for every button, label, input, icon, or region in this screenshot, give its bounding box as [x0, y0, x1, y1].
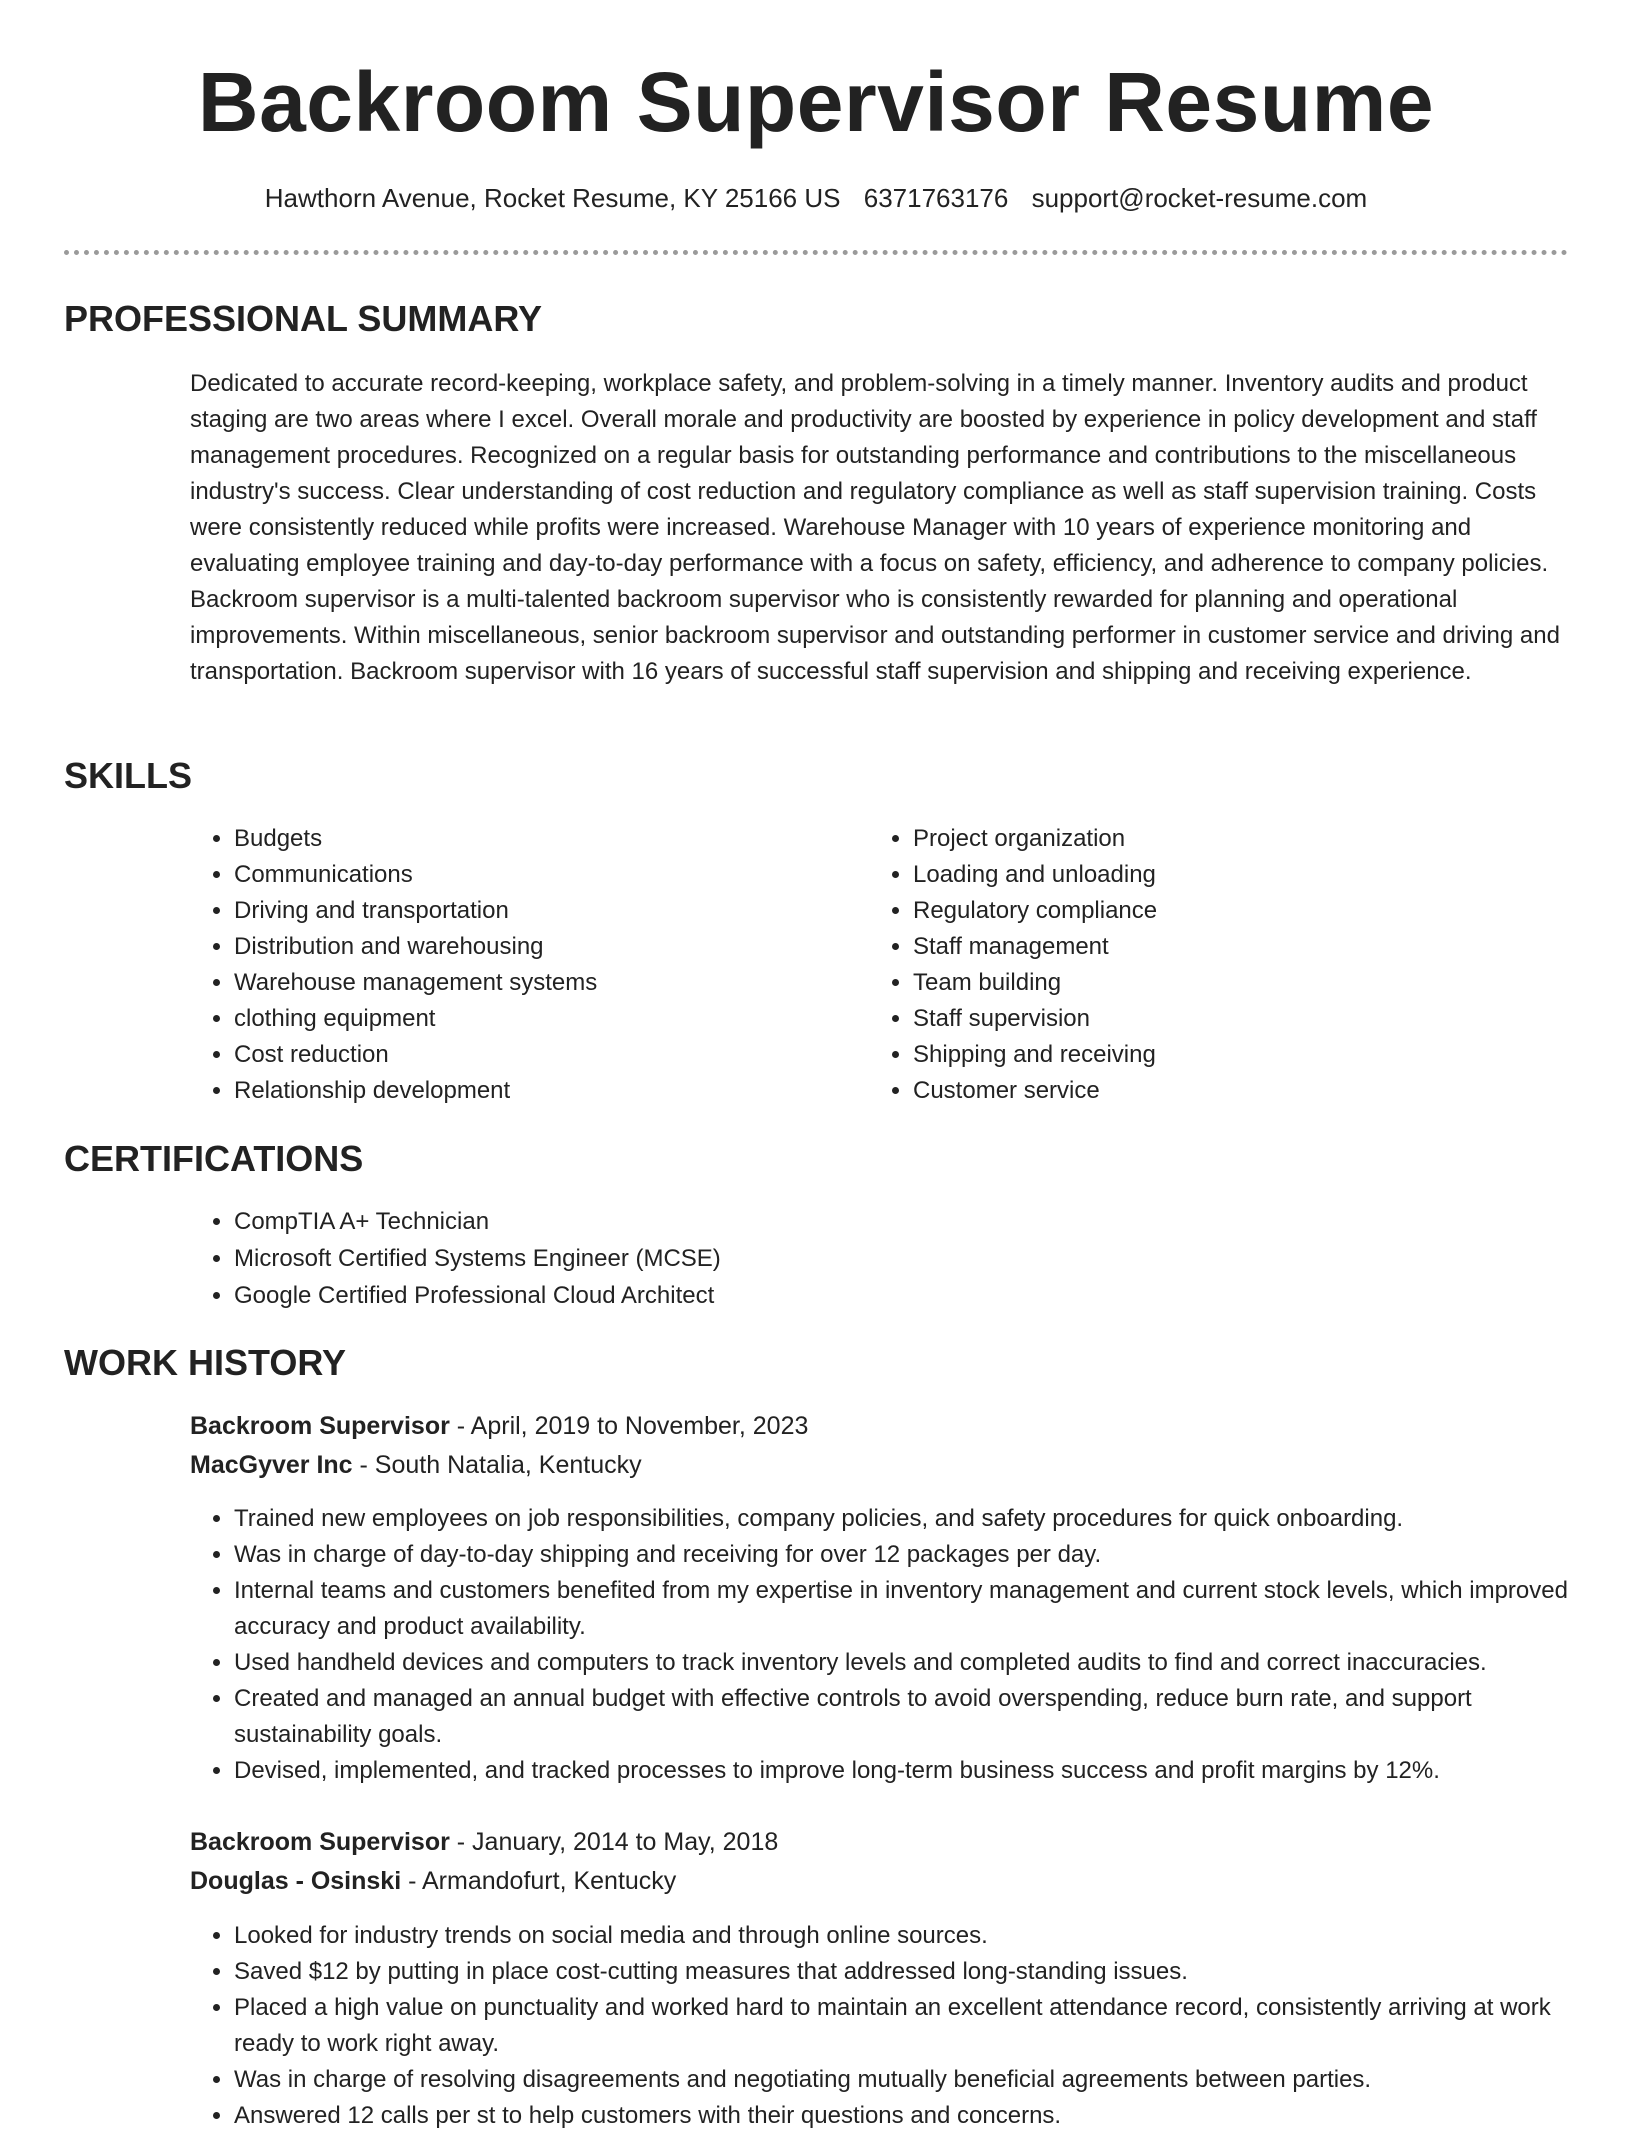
job-company: Douglas - Osinski: [190, 1867, 402, 1895]
skills-list-right: [869, 821, 1533, 1109]
skill-item: • Warehouse management systems: [234, 965, 854, 1001]
skill-item: • Loading and unloading: [913, 857, 1533, 893]
resume-title: Backroom Supervisor Resume: [197, 55, 1435, 149]
job-title: Backroom Supervisor: [190, 1412, 450, 1440]
contact-line: [0, 180, 1632, 216]
job-company-line: [190, 1446, 642, 1484]
certification-item: • CompTIA A+ Technician: [234, 1203, 1534, 1240]
job-location: - Armandofurt, Kentucky: [401, 1867, 677, 1895]
skill-item: • Distribution and warehousing: [234, 929, 854, 965]
job-bullets: [190, 1501, 1570, 1789]
skill-item: • Communications: [234, 857, 854, 893]
job-dates: - April, 2019 to November, 2023: [449, 1412, 809, 1440]
job-company-line: [190, 1862, 676, 1900]
job-bullet: • Was in charge of resolving disagreements and negotiating mutually beneficial agreements between parties.: [234, 2062, 1594, 2098]
job-bullet: • Trained new employees on job responsibilities, company policies, and safety procedures for quick onboarding.: [234, 1501, 1570, 1537]
skill-item: • Relationship development: [234, 1073, 854, 1109]
header-divider: [64, 250, 1568, 255]
job-bullet: • Used handheld devices and computers to track inventory levels and completed audits to find and correct inaccuracies.: [234, 1645, 1570, 1681]
section-heading-certifications: CERTIFICATIONS: [64, 1138, 364, 1179]
summary-text: Dedicated to accurate record-keeping, workplace safety, and problem-solving in a timely manner. Inventory audits and product staging are two areas where I excel. Overall morale and productivity are boosted by experience in policy development and staff management procedures. Recognized on a regular basis for outstanding performance and contributions to the miscellaneous industry's success. Clear understanding of cost reduction and regulatory compliance as well as staff supervision training. Costs were consistently reduced while profits were increased. Warehouse Manager with 10 years of experience monitoring and evaluating employee training and day-to-day performance with a focus on safety, efficiency, and adherence to company policies. Backroom supervisor is a multi-talented backroom supervisor who is consistently rewarded for planning and operational improvements. Within miscellaneous, senior backroom supervisor and outstanding performer in customer service and driving and transportation. Backroom supervisor with 16 years of successful staff supervision and shipping and receiving experience.: [190, 370, 1560, 685]
job-bullet: • Devised, implemented, and tracked processes to improve long-term business success and profit margins by 12%.: [234, 1753, 1570, 1789]
skills-list-left: [190, 821, 854, 1109]
section-heading-skills: SKILLS: [64, 755, 193, 796]
skill-item: • Budgets: [234, 821, 854, 857]
job-bullet: • Looked for industry trends on social media and through online sources.: [234, 1918, 1594, 1954]
skill-item: • Staff management: [913, 929, 1533, 965]
contact-address: Hawthorn Avenue, Rocket Resume, KY 25166 US: [264, 183, 841, 213]
skill-item: • Cost reduction: [234, 1037, 854, 1073]
job-title-line: [190, 1407, 808, 1445]
skill-item: • Regulatory compliance: [913, 893, 1533, 929]
job-dates: - January, 2014 to May, 2018: [449, 1828, 779, 1856]
certification-item: • Microsoft Certified Systems Engineer (MCSE): [234, 1240, 1534, 1277]
contact-email: support@rocket-resume.com: [1031, 183, 1368, 213]
section-heading-summary: PROFESSIONAL SUMMARY: [64, 298, 543, 339]
job-bullet: • Placed a high value on punctuality and worked hard to maintain an excellent attendance record, consistently arriving at work ready to work right away.: [234, 1990, 1594, 2062]
contact-phone: 6371763176: [863, 183, 1009, 213]
certification-item: • Google Certified Professional Cloud Architect: [234, 1277, 1534, 1314]
job-bullet: • Answered 12 calls per st to help customers with their questions and concerns.: [234, 2098, 1594, 2134]
certifications-list: [190, 1203, 1534, 1314]
skill-item: • Customer service: [913, 1073, 1533, 1109]
section-heading-work-history: WORK HISTORY: [64, 1342, 347, 1383]
skill-item: • clothing equipment: [234, 1001, 854, 1037]
skill-item: • Driving and transportation: [234, 893, 854, 929]
skill-item: • Staff supervision: [913, 1001, 1533, 1037]
job-company: MacGyver Inc: [190, 1451, 353, 1479]
job-bullet: • Internal teams and customers benefited from my expertise in inventory management and current stock levels, which improved accuracy and product availability.: [234, 1573, 1570, 1645]
skill-item: • Team building: [913, 965, 1533, 1001]
skill-item: • Shipping and receiving: [913, 1037, 1533, 1073]
job-bullet: • Was in charge of day-to-day shipping and receiving for over 12 packages per day.: [234, 1537, 1570, 1573]
job-title: Backroom Supervisor: [190, 1828, 450, 1856]
job-title-line: [190, 1823, 778, 1861]
job-location: - South Natalia, Kentucky: [352, 1451, 642, 1479]
skill-item: • Project organization: [913, 821, 1533, 857]
job-bullet: • Saved $12 by putting in place cost-cutting measures that addressed long-standing issues.: [234, 1954, 1594, 1990]
job-bullets: [190, 1918, 1594, 2134]
job-bullet: • Created and managed an annual budget with effective controls to avoid overspending, reduce burn rate, and support sustainability goals.: [234, 1681, 1570, 1753]
